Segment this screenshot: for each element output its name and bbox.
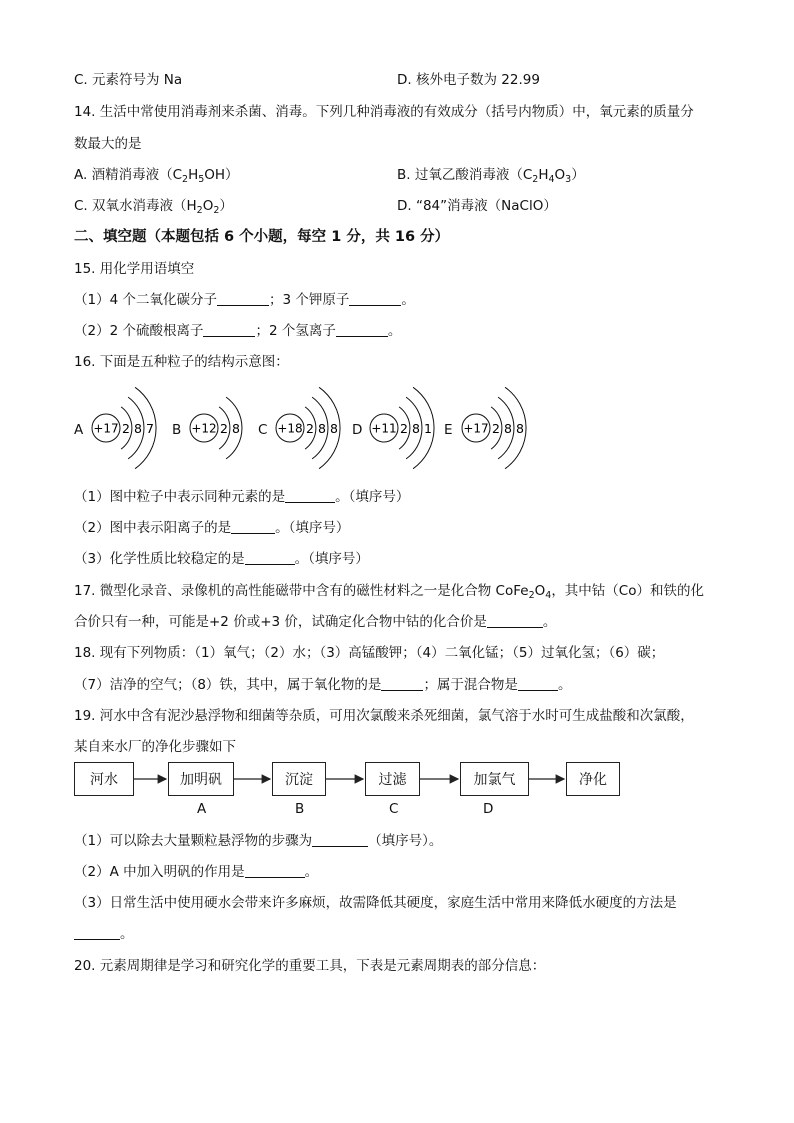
q14-stem-line2: 数最大的是 — [74, 136, 142, 152]
shell-electron-count: 2 — [220, 421, 228, 436]
flow-label-b: B — [295, 801, 305, 817]
shell-electron-count: 8 — [318, 421, 326, 436]
flow-step-filter: 过滤 — [365, 762, 420, 796]
shell-electron-count: 2 — [306, 421, 314, 436]
shell-electron-count: 7 — [146, 421, 154, 436]
q15-line2: （2）2 个硫酸根离子 ；2 个氢离子 。 — [74, 323, 402, 339]
shell-electron-count: 8 — [330, 421, 338, 436]
q18-line1: 18. 现有下列物质：（1）氧气；（2）水；（3）高锰酸钾；（4）二氧化锰；（5）过氧化氢；（6）碳； — [74, 645, 665, 661]
q14-option-b: B. 过氧乙酸消毒液$(C_2H_4O_3)$ — [397, 167, 585, 185]
q13-option-d: D. 核外电子数为 22.99 — [397, 72, 540, 88]
q20-stem: 20. 元素周期律是学习和研究化学的重要工具，下表是元素周期表的部分信息： — [74, 958, 546, 974]
answer-blank[interactable] — [245, 865, 305, 878]
q14-option-a: A. 酒精消毒液$(C_2H_5OH)$ — [74, 167, 239, 185]
flow-step-purified: 净化 — [566, 762, 620, 796]
q19-line2: 某自来水厂的净化步骤如下 — [74, 739, 236, 755]
q16-sub3: （3）化学性质比较稳定的是 。（填序号） — [74, 551, 369, 567]
q14-option-c: C. 双氧水消毒液$(H_2O_2)$ — [74, 198, 233, 216]
q19-sub3: （3）日常生活中使用硬水会带来许多麻烦，故需降低其硬度，家庭生活中常用来降低水硬度的方法是 — [74, 895, 677, 911]
q17-line1: 17. 微型化录音、录像机的高性能磁带中含有的磁性材料之一是化合物 $CoFe_2O_4$，其中钴（Co）和铁的化 — [74, 583, 704, 601]
shell-electron-count: 8 — [516, 421, 524, 436]
q19-sub2: （2）A 中加入明矾的作用是 。 — [74, 864, 319, 880]
particle-label: C — [258, 422, 268, 438]
flow-step-add-alum: 加明矾 — [168, 762, 234, 796]
q15-line1: （1）4 个二氧化碳分子 ；3 个钾原子 。 — [74, 292, 415, 308]
q14-stem-line1: 14. 生活中常使用消毒剂来杀菌、消毒。下列几种消毒液的有效成分（括号内物质）中，氧元素的质量分 — [74, 104, 694, 120]
shell-electron-count: 2 — [492, 421, 500, 436]
q16-stem: 16. 下面是五种粒子的结构示意图： — [74, 354, 289, 370]
particle-label: B — [172, 422, 182, 438]
nucleus-charge: +12 — [191, 421, 217, 436]
shell-electron-count: 8 — [504, 421, 512, 436]
answer-blank[interactable] — [312, 834, 368, 847]
q13-option-c: C. 元素符号为 Na — [74, 72, 183, 88]
flow-label-c: C — [389, 801, 399, 817]
q14-option-d: D. “84”消毒液（NaClO） — [397, 198, 557, 214]
q16-sub2: （2）图中表示阳离子的是 。（填序号） — [74, 520, 350, 536]
flow-label-a: A — [197, 801, 207, 817]
shell-electron-count: 2 — [400, 421, 408, 436]
answer-blank[interactable] — [74, 927, 120, 940]
shell-electron-count: 8 — [134, 421, 142, 436]
q16-sub1: （1）图中粒子中表示同种元素的是 。（填序号） — [74, 489, 410, 505]
shell-electron-count: 8 — [232, 421, 240, 436]
particle-label: A — [74, 422, 84, 438]
q19-line1: 19. 河水中含有泥沙悬浮物和细菌等杂质，可用次氯酸来杀死细菌，氯气溶于水时可生成盐酸和次氯酸， — [74, 708, 694, 724]
shell-electron-count: 2 — [122, 421, 130, 436]
nucleus-charge: +11 — [371, 421, 397, 436]
q19-sub1: （1）可以除去大量颗粒悬浮物的步骤为 （填序号）。 — [74, 833, 443, 849]
q15-stem: 15. 用化学用语填空 — [74, 261, 195, 277]
shell-electron-count: 1 — [424, 421, 432, 436]
q17-line2: 合价只有一种，可能是+2 价或+3 价，试确定化合物中钴的化合价是 。 — [74, 614, 557, 630]
flow-step-river-water: 河水 — [74, 762, 134, 796]
particle-label: E — [444, 422, 453, 438]
flow-step-sediment: 沉淀 — [272, 762, 326, 796]
section-heading: 二、填空题（本题包括 6 个小题，每空 1 分，共 16 分） — [74, 229, 450, 245]
flow-label-d: D — [483, 801, 494, 817]
nucleus-charge: +17 — [93, 421, 119, 436]
nucleus-charge: +18 — [277, 421, 303, 436]
shell-electron-count: 8 — [412, 421, 420, 436]
flow-step-add-chlorine: 加氯气 — [460, 762, 529, 796]
q18-line2: （7）洁净的空气；（8）铁，其中，属于氧化物的是 ；属于混合物是 。 — [74, 677, 572, 693]
particle-label: D — [352, 422, 363, 438]
q19-sub3-cont: 。 — [74, 922, 134, 942]
nucleus-charge: +17 — [463, 421, 489, 436]
